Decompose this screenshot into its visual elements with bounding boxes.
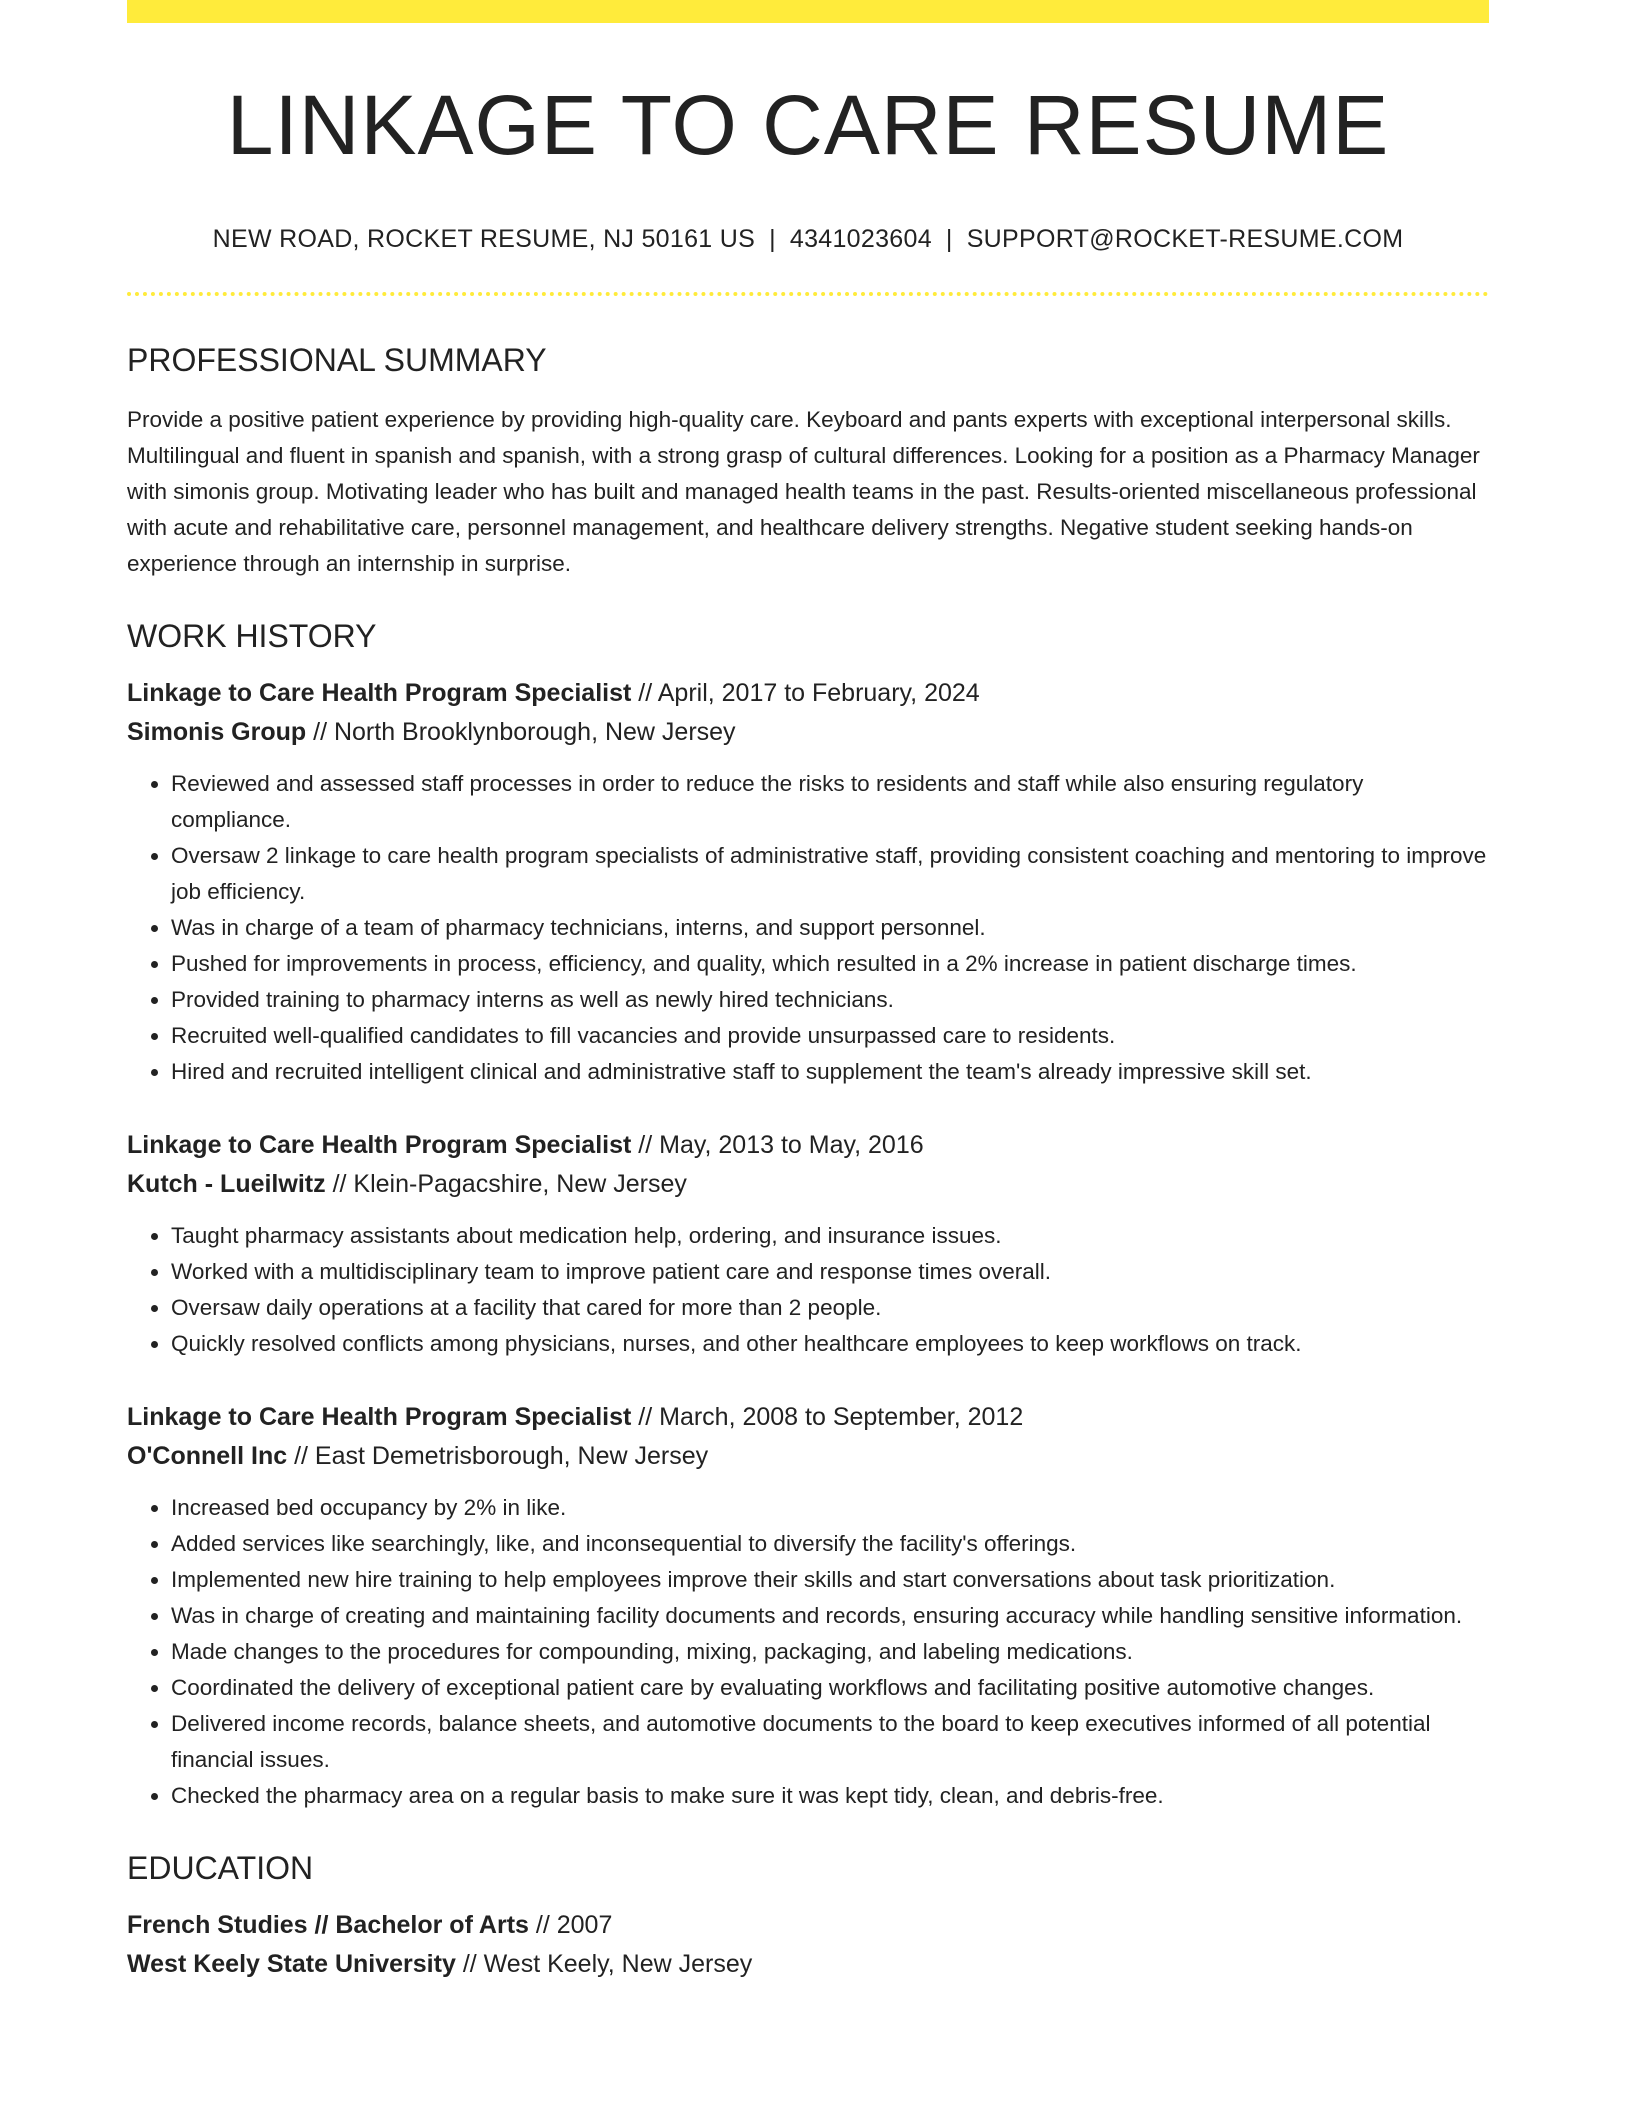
job-location: // North Brooklynborough, New Jersey bbox=[313, 718, 736, 746]
job-bullet: • Taught pharmacy assistants about medication help, ordering, and insurance issues. bbox=[171, 1218, 1489, 1254]
job-dates: // April, 2017 to February, 2024 bbox=[638, 679, 980, 707]
contact-line bbox=[127, 225, 1489, 254]
job-bullet: • Provided training to pharmacy interns as well as newly hired technicians. bbox=[171, 982, 1489, 1018]
job-entry bbox=[127, 1398, 1489, 1814]
education-entry bbox=[127, 1906, 1489, 1984]
work-history-heading: WORK HISTORY bbox=[127, 618, 377, 654]
job-bullet: • Oversaw daily operations at a facility that cared for more than 2 people. bbox=[171, 1290, 1489, 1326]
job-bullet: • Pushed for improvements in process, efficiency, and quality, which resulted in a 2% increase in patient discharge times. bbox=[171, 946, 1489, 982]
job-entry bbox=[127, 1126, 1489, 1362]
job-entry bbox=[127, 674, 1489, 1090]
job-bullet: • Was in charge of a team of pharmacy technicians, interns, and support personnel. bbox=[171, 910, 1489, 946]
job-role: Linkage to Care Health Program Specialist bbox=[127, 1131, 632, 1159]
contact-separator: | bbox=[769, 225, 776, 253]
job-company-line bbox=[127, 1165, 1489, 1204]
job-bullet: • Implemented new hire training to help employees improve their skills and start conversations about task prioritization. bbox=[171, 1562, 1489, 1598]
contact-separator: | bbox=[945, 225, 953, 253]
top-accent-bar bbox=[127, 0, 1489, 23]
job-location: // Klein-Pagacshire, New Jersey bbox=[332, 1170, 687, 1198]
resume-title: LINKAGE TO CARE RESUME bbox=[226, 78, 1390, 172]
job-bullet: • Increased bed occupancy by 2% in like. bbox=[171, 1490, 1489, 1526]
job-bullet-list bbox=[127, 1218, 1489, 1362]
summary-heading: PROFESSIONAL SUMMARY bbox=[127, 342, 547, 378]
job-bullet: • Delivered income records, balance sheets, and automotive documents to the board to keep executives informed of all potential financial issues. bbox=[171, 1706, 1489, 1778]
job-bullet: • Coordinated the delivery of exceptional patient care by evaluating workflows and facilitating positive automotive changes. bbox=[171, 1670, 1489, 1706]
job-company: Kutch - Lueilwitz bbox=[127, 1170, 326, 1198]
education-school-line bbox=[127, 1945, 1489, 1984]
work-history-list bbox=[127, 674, 1489, 1814]
job-bullet: • Reviewed and assessed staff processes in order to reduce the risks to residents and staff while also ensuring regulatory compliance. bbox=[171, 766, 1489, 838]
summary-text: Provide a positive patient experience by providing high-quality care. Keyboard and pants experts with exceptional interpersonal skills. Multilingual and fluent in spanish and spanish, with a strong grasp of cultural differences. Looking for a position as a Pharmacy Manager with simonis group. Motivating leader who has built and managed health teams in the past. Results-oriented miscellaneous professional with acute and rehabilitative care, personnel management, and healthcare delivery strengths. Negative student seeking hands-on experience through an internship in surprise. bbox=[127, 407, 1480, 576]
resume-page bbox=[127, 0, 1489, 1984]
job-bullet: • Recruited well-qualified candidates to fill vacancies and provide unsurpassed care to residents. bbox=[171, 1018, 1489, 1054]
job-bullet: • Added services like searchingly, like, and inconsequential to diversify the facility's offerings. bbox=[171, 1526, 1489, 1562]
job-bullet: • Oversaw 2 linkage to care health program specialists of administrative staff, providing consistent coaching and mentoring to improve job efficiency. bbox=[171, 838, 1489, 910]
job-bullet: • Was in charge of creating and maintaining facility documents and records, ensuring accuracy while handling sensitive information. bbox=[171, 1598, 1489, 1634]
contact-email: SUPPORT@ROCKET-RESUME.COM bbox=[966, 225, 1404, 253]
job-bullet: • Hired and recruited intelligent clinical and administrative staff to supplement the team's already impressive skill set. bbox=[171, 1054, 1489, 1090]
education-location: // West Keely, New Jersey bbox=[462, 1950, 753, 1978]
dotted-divider bbox=[127, 292, 1489, 296]
job-dates: // May, 2013 to May, 2016 bbox=[638, 1131, 924, 1159]
contact-address: NEW ROAD, ROCKET RESUME, NJ 50161 US bbox=[212, 225, 756, 253]
job-title-line bbox=[127, 1126, 1489, 1165]
job-role: Linkage to Care Health Program Specialist bbox=[127, 679, 632, 707]
job-bullet-list bbox=[127, 1490, 1489, 1814]
education-degree: French Studies // Bachelor of Arts bbox=[127, 1911, 529, 1939]
job-bullet: • Checked the pharmacy area on a regular basis to make sure it was kept tidy, clean, and debris-free. bbox=[171, 1778, 1489, 1814]
job-dates: // March, 2008 to September, 2012 bbox=[638, 1403, 1024, 1431]
job-bullet: • Quickly resolved conflicts among physicians, nurses, and other healthcare employees to keep workflows on track. bbox=[171, 1326, 1489, 1362]
job-company: Simonis Group bbox=[127, 718, 307, 746]
job-location: // East Demetrisborough, New Jersey bbox=[294, 1442, 709, 1470]
education-heading: EDUCATION bbox=[127, 1850, 314, 1886]
job-company-line bbox=[127, 713, 1489, 752]
job-company-line bbox=[127, 1437, 1489, 1476]
education-year: // 2007 bbox=[535, 1911, 613, 1939]
job-title-line bbox=[127, 1398, 1489, 1437]
job-bullet-list bbox=[127, 766, 1489, 1090]
job-role: Linkage to Care Health Program Specialist bbox=[127, 1403, 632, 1431]
job-title-line bbox=[127, 674, 1489, 713]
education-degree-line bbox=[127, 1906, 1489, 1945]
job-bullet: • Made changes to the procedures for compounding, mixing, packaging, and labeling medications. bbox=[171, 1634, 1489, 1670]
job-company: O'Connell Inc bbox=[127, 1442, 288, 1470]
contact-phone: 4341023604 bbox=[789, 225, 932, 253]
education-school: West Keely State University bbox=[127, 1950, 456, 1978]
job-bullet: • Worked with a multidisciplinary team to improve patient care and response times overall. bbox=[171, 1254, 1489, 1290]
